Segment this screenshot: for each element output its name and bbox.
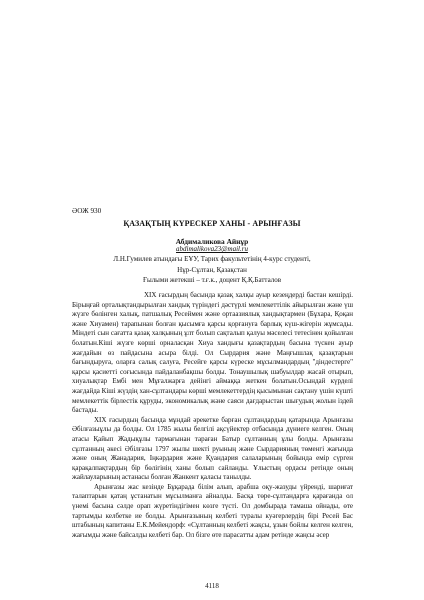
article-body [72,291,353,540]
article-title: ҚАЗАҚТЫҢ КҮРЕСКЕР ХАНЫ - АРЫНҒАЗЫ [123,219,301,228]
page-number: 4118 [205,582,219,590]
author-email[interactable] [0,245,424,253]
udc-code: ӘОЖ 930 [72,207,102,215]
body-paragraph: XIX ғасырдың басында мұндай әрекетке барған сұлтандардың қатарында Арынғазы Әбілғазыұлы да болды. Ол 1785 жылы белгілі ақсүйектер отбасында дүниеге келген. Оның атасы Қайып Жадықұлы тармағынан тараған Батыр сұлтанның ұлы болды. Арынғазы сұлтанның әкесі Әбілғазы 1797 жылы шекті руының және Сырдарияның төменгі жағында және оның Жанадария, Іңкәрдария және Қуандария салаларының бойында емір сүрген қарақалпақтардың бір бөлігінің ханы болып сайланды. Ұлыстың ордасы ретінде оның жайлауларының астанасы болған Жанкент қаласы танылды. [72,415,353,482]
body-paragraph: XIX ғасырдың басында қазақ халқы ауыр кезеңдерді бастан кешірді. Бірыңғай орталықтандырылған хандық түріндегі дәстүрлі мемлекеттілік айырылған және үш жүзге бөлінген халық, патшалық Ресеймен және ортаазиялық хандықтармен (Бұхара, Қоқан және Хиуамен) тарапынан болған қысымға қарсы қорғануға барлық күш-жігерін жұмсады. Міндеті сын сағатта қазақ халқының ұлт болып сақталып қалуы мәселесі тетесінен қойылған болатын.Кіші жүзге көрші орналасқан Хиуа хандығы қазақтардың басына түскен ауыр жағдайын өз пайдасына асыра білді. Ол Сырдария және Маңғышлақ қазақтарын бағындыруға, оларға салық салуға, Ресейге қарсы күреске мұсылмандардың "діндестерге" қарсы қасиетті соғысында пайдаланбақшы болды. Тонаушылық шабуылдар жасай отырып, хиуалықтар Ембі мен Мұғалжарға дейінгі аймаққа жеткен болатын.Осындай күрделі жағдайда Кіші жүздің хан-сұлтандары көрші мемлекеттердің қысымынан сақтану үшін күшті мемлекеттік бірлестік құруды, экономикалық және саяси дағдарыстан шығудың жолын іздей бастады. [72,291,353,415]
affiliation-city: Нұр-Сұлтан, Қазақстан [177,266,247,274]
author-name: Абдималикова Айнұр [175,237,249,246]
affiliation-university: Л.Н.Гумилев атындағы ЕҰУ, Тарих факультетінің 4-курс студенті, [113,255,311,263]
email-link[interactable]: abdimalikova23@mail.ru [176,245,248,253]
affiliation-supervisor: Ғылыми жетекші – т.ғ.к., доцент Қ.Қ.Батталов [142,276,282,284]
body-paragraph: Арынғазы жас кезінде Бұқарада білім алып, арабша оқу-жазуды үйренді, шариғат талаптарын қатаң ұстанатын мұсылманға айналды. Басқа төре-сұлтандарға қарағанда ол үнемі басына сәлде орап жүретіндігімен көзге түсті. Ол домбырада тамаша ойнады, өте тартымды келбетке ие болды. Арынғазының келбеті туралы куәгерлердің бірі Ресей Бас штабының капитаны Е.К.Мейендорф: «Сұлтанның келбеті жақсы, ұзын бойлы келген келген, жағымды және байсалды келбеті бар. Ол бізге өте парасатты адам ретінде жаңсы әсер [72,482,353,539]
